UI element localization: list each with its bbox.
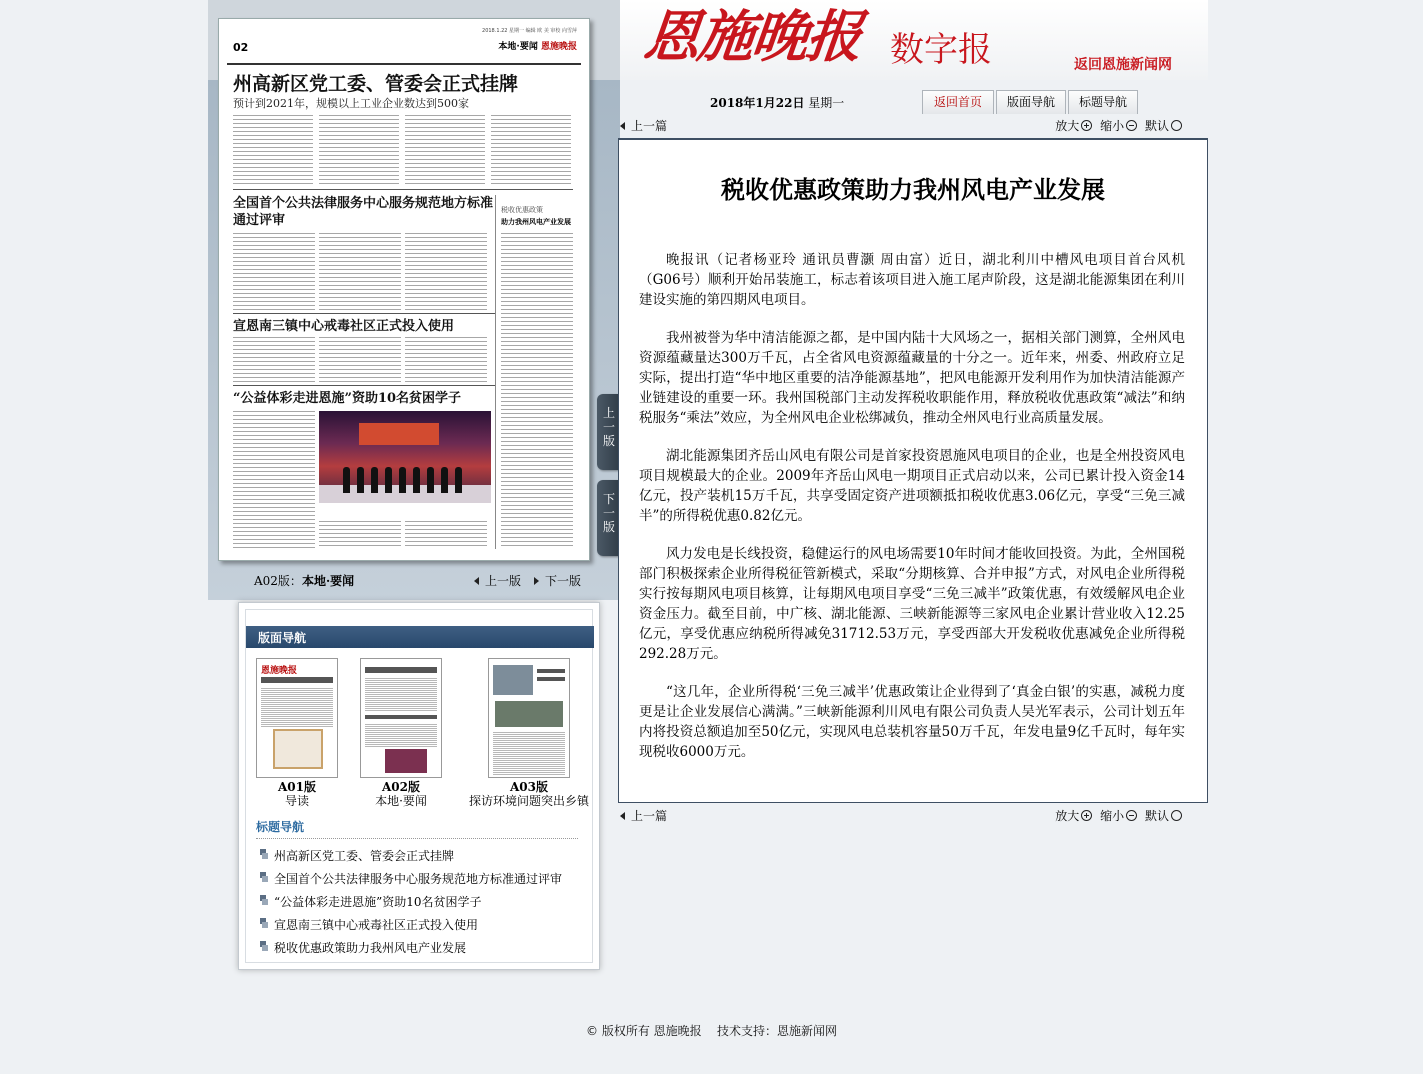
article-body [639, 250, 1185, 780]
newspaper-page-image[interactable] [218, 18, 590, 561]
footer-support: 技术支持：恩施新闻网 [716, 1024, 837, 1038]
next-page-link[interactable]: 下一版 [534, 572, 581, 589]
page-thumb-label-a03[interactable]: A03版 探访环境问题突出乡镇 [468, 780, 589, 808]
page-nav-title: 版面导航 [246, 626, 594, 648]
prev-edition-tab[interactable]: 上 一 版 [597, 394, 621, 470]
triangle-right-icon [534, 577, 539, 585]
zoom-out-button[interactable]: 缩小 [1100, 809, 1141, 823]
plus-icon [1081, 810, 1092, 821]
footer-copyright: © 版权所有 恩施晚报 [586, 1024, 702, 1038]
title-nav-heading: 标题导航 [256, 820, 305, 834]
zoom-controls [1055, 117, 1186, 134]
article-paragraph: 晚报讯（记者杨亚玲 通讯员曹灏 周由富）近日，湖北利川中槽风电项目首台风机（G06号）顺利开始吊装施工，标志着该项目进入施工尾声阶段，这是湖北能源集团在利川建设实施的第四期风电项目。 [639, 252, 1185, 308]
site-logo-subtitle: 数字报 [890, 30, 992, 70]
thumb-logo: 恩施晚报 [261, 666, 298, 676]
issue-date: 2018年1月22日 星期一 [710, 96, 845, 110]
page-thumb-label-a02[interactable]: A02版 本地·要闻 [375, 780, 427, 808]
article-paragraph: “这几年，企业所得税‘三免三减半’优惠政策让企业得到了‘真金白银’的实惠，减税力度更是让企业发展信心满满。”三峡新能源利川风电有限公司负责人吴光军表示，公司计划五年内将投资总额追加至50亿元，实现风电总装机容量50万千瓦，年发电量9亿千瓦时，每年实现税收6000万元。 [639, 684, 1185, 760]
plus-icon [1081, 120, 1092, 131]
site-logo: 恩施晚报 [640, 4, 864, 70]
zoom-out-button[interactable]: 缩小 [1100, 119, 1141, 133]
minus-icon [1126, 810, 1137, 821]
current-page-name: 本地·要闻 [301, 574, 355, 588]
page-thumb-a01[interactable] [256, 658, 338, 778]
page-thumb-a02[interactable] [360, 658, 442, 778]
title-nav-list [260, 848, 590, 963]
return-news-site-link[interactable]: 返回恩施新闻网 [1074, 57, 1172, 73]
prev-article-link[interactable]: 上一篇 [620, 117, 667, 134]
title-nav-item[interactable]: “公益体彩走进恩施”资助10名贫困学子 [260, 894, 590, 917]
article-paragraph: 湖北能源集团齐岳山风电有限公司是首家投资恩施风电项目的企业，也是全州投资风电项目规模最大的企业。2009年齐岳山风电一期项目正式启动以来，公司已累计投入资金14亿元，投产装机15万千瓦，共享受固定资产进项额抵扣税收优惠3.06亿元，享受“三免三减半”的所得税优惠0.82亿元。 [639, 448, 1185, 524]
paper-section-name: 本地·要闻 [498, 42, 538, 52]
paper-side-title[interactable]: 助力我州风电产业发展 [501, 217, 571, 226]
title-nav-item[interactable]: 税收优惠政策助力我州风电产业发展 [260, 940, 590, 963]
title-nav-divider [256, 838, 578, 839]
paper-header [227, 25, 581, 65]
circle-icon [1171, 810, 1182, 821]
paper-date-line: 2018.1.22 星期一 编辑 欧 美 审校 向雪萍 [482, 28, 577, 34]
tab-title-nav[interactable]: 标题导航 [1068, 90, 1138, 114]
paper-headline-2[interactable]: 全国首个公共法律服务中心服务规范地方标准通过评审 [233, 196, 494, 228]
zoom-default-button[interactable]: 默认 [1145, 809, 1186, 823]
article-title: 税收优惠政策助力我州风电产业发展 [721, 176, 1105, 204]
title-nav-item[interactable]: 全国首个公共法律服务中心服务规范地方标准通过评审 [260, 871, 590, 894]
article-paragraph: 风力发电是长线投资，稳健运行的风电场需要10年时间才能收回投资。为此，全州国税部门积极探索企业所得税征管新模式，采取“分期核算、合并申报”方式，对风电企业所得税实行按每期风电项目核算，让每期风电项目享受“三免三减半”政策优惠，有效缓解风电企业资金压力。截至目前，中广核、湖北能源、三峡新能源等三家风电企业累计营业收入12.25亿元，享受优惠应纳税所得减免31712.53万元，享受西部大开发税收优惠减免企业所得税292.28万元。 [639, 546, 1185, 662]
current-page-label: A02版：本地·要闻 [254, 574, 355, 588]
triangle-left-icon [620, 812, 625, 820]
prev-article-link[interactable]: 上一篇 [620, 807, 667, 824]
minus-icon [1126, 120, 1137, 131]
zoom-in-button[interactable]: 放大 [1055, 119, 1096, 133]
zoom-default-button[interactable]: 默认 [1145, 119, 1186, 133]
title-nav-item[interactable]: 州高新区党工委、管委会正式挂牌 [260, 848, 590, 871]
page-thumb-label-a01[interactable]: A01版 导读 [277, 780, 316, 808]
page-label-row [254, 572, 584, 590]
paper-headline-4[interactable]: “公益体彩走进恩施”资助10名贫困学子 [233, 391, 462, 406]
zoom-controls [1055, 807, 1186, 824]
title-nav-item[interactable]: 宣恩南三镇中心戒毒社区正式投入使用 [260, 917, 590, 940]
paper-side-kicker: 税收优惠政策 [501, 206, 543, 214]
circle-icon [1171, 120, 1182, 131]
site-header [620, 0, 1208, 80]
page-nav-box [238, 602, 600, 970]
paper-headline-3[interactable]: 宣恩南三镇中心戒毒社区正式投入使用 [233, 319, 455, 334]
article-toolbar-bottom [620, 807, 1208, 825]
paper-section [498, 39, 577, 52]
zoom-in-button[interactable]: 放大 [1055, 809, 1096, 823]
article-panel [618, 138, 1208, 803]
next-edition-tab[interactable]: 下 一 版 [597, 480, 621, 556]
paper-brand: 恩施晚报 [540, 42, 577, 52]
triangle-left-icon [474, 577, 479, 585]
page-thumb-a03[interactable] [488, 658, 570, 778]
site-footer [0, 1022, 1423, 1039]
paper-subheadline: 预计到2021年，规模以上工业企业数达到500家 [233, 97, 469, 110]
paper-headline-1[interactable]: 州高新区党工委、管委会正式挂牌 [233, 73, 519, 95]
paper-page-number: 02 [233, 41, 249, 54]
article-paragraph: 我州被誉为华中清洁能源之都，是中国内陆十大风场之一，据相关部门测算，全州风电资源蕴藏量达300万千瓦，占全省风电资源蕴藏量的十分之一。近年来，州委、州政府立足实际，提出打造“华中地区重要的洁净能源基地”，把风电能源开发利用作为加快清洁能源产业链建设的重要一环。我州国税部门主动发挥税收职能作用，释放税收优惠政策“减法”和纳税服务“乘法”效应，为全州风电企业松绑减负，推动全州风电行业高质量发展。 [639, 330, 1185, 426]
tab-page-nav[interactable]: 版面导航 [996, 90, 1066, 114]
paper-photo [319, 411, 491, 503]
article-toolbar-top [620, 117, 1208, 135]
prev-page-link[interactable]: 上一版 [474, 572, 521, 589]
tab-home[interactable]: 返回首页 [922, 90, 994, 114]
triangle-left-icon [620, 122, 625, 130]
